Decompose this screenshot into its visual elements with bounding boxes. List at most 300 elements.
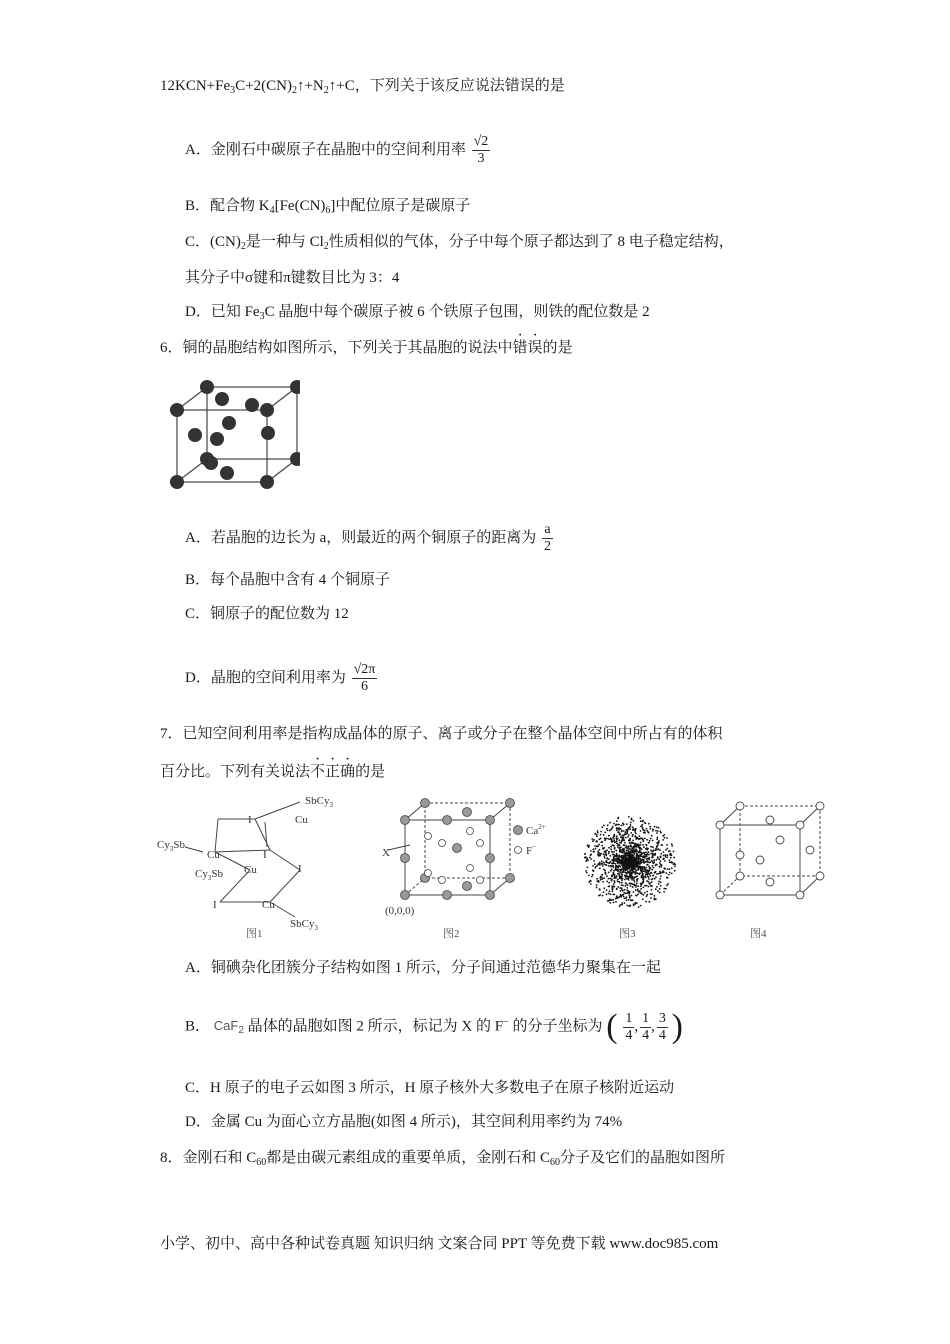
cloud-dot (639, 892, 641, 894)
cloud-dot (600, 853, 602, 855)
cloud-dot (634, 885, 636, 887)
cloud-dot (671, 873, 673, 875)
cloud-dot (656, 849, 658, 851)
cloud-dot (627, 884, 629, 886)
cloud-dot (647, 873, 649, 875)
q6-stem: 6．铜的晶胞结构如图所示，下列关于其晶胞的说法中错误的是 (160, 340, 573, 356)
q7-stem-line2: 百分比。下列有关说法不正确的是 (160, 764, 386, 780)
cloud-dot (585, 870, 587, 872)
cloud-dot (624, 858, 626, 860)
cloud-dot (666, 844, 668, 846)
cloud-dot (615, 869, 617, 871)
cloud-dot (628, 850, 630, 852)
cloud-dot (652, 861, 654, 863)
cloud-dot (597, 830, 599, 832)
cloud-dot (599, 868, 601, 870)
cloud-dot (649, 873, 651, 875)
cloud-dot (640, 883, 642, 885)
cloud-dot (639, 890, 641, 892)
cloud-dot (608, 882, 610, 884)
cloud-dot (629, 897, 631, 899)
cloud-dot (608, 865, 610, 867)
cloud-dot (659, 849, 661, 851)
cloud-dot (629, 867, 631, 869)
cloud-dot (615, 901, 617, 903)
cloud-dot (659, 892, 661, 894)
svg-text:Cu: Cu (244, 864, 257, 876)
figure-3-caption: 图3 (619, 928, 636, 940)
cloud-dot (611, 840, 613, 842)
cloud-dot (624, 842, 626, 844)
cloud-dot (598, 839, 600, 841)
cloud-dot (634, 867, 636, 869)
cloud-dot (618, 848, 620, 850)
svg-text:I: I (298, 863, 302, 875)
cloud-dot (600, 879, 602, 881)
cloud-dot (639, 861, 641, 863)
cloud-dot (636, 853, 638, 855)
cloud-dot (621, 840, 623, 842)
cloud-dot (609, 830, 611, 832)
cloud-dot (590, 858, 592, 860)
q8-stem: 8．金刚石和 $C_{60}$都是由碳元素组成的重要单质，金刚石和 $C_{60}$分子及它们的晶胞如图所 (160, 1150, 726, 1168)
svg-text:F−: F− (526, 843, 537, 857)
cloud-dot (658, 873, 660, 875)
cloud-dot (646, 864, 648, 866)
cloud-dot (659, 878, 661, 880)
cloud-dot (647, 861, 649, 863)
cloud-dot (621, 889, 623, 891)
cloud-dot (650, 846, 652, 848)
cloud-dot (608, 852, 610, 854)
cloud-dot (634, 831, 636, 833)
cloud-dot (642, 879, 644, 881)
cloud-dot (616, 875, 618, 877)
cloud-dot (620, 849, 622, 851)
cloud-dot (626, 866, 628, 868)
svg-text:Cy3Sb: $Cy_3Sb$ (195, 868, 223, 882)
cloud-dot (660, 832, 662, 834)
cloud-dot (643, 862, 645, 864)
cloud-dot (634, 873, 636, 875)
cloud-dot (613, 854, 615, 856)
cloud-dot (617, 870, 619, 872)
cloud-dot (611, 865, 613, 867)
cloud-dot (639, 874, 641, 876)
cloud-dot (646, 844, 648, 846)
cloud-dot (610, 893, 612, 895)
svg-text:Cy3Sb: $Cy_3Sb$ (157, 839, 185, 853)
cloud-dot (612, 899, 614, 901)
cloud-dot (643, 832, 645, 834)
cloud-dot (651, 869, 653, 871)
cloud-dot (669, 859, 671, 861)
cloud-dot (623, 863, 625, 865)
cloud-dot (619, 906, 621, 908)
cloud-dot (620, 836, 622, 838)
cloud-dot (616, 842, 618, 844)
cloud-dot (584, 857, 586, 859)
cloud-dot (658, 881, 660, 883)
cloud-dot (644, 892, 646, 894)
cloud-dot (632, 848, 634, 850)
cloud-dot (659, 871, 661, 873)
cloud-dot (640, 905, 642, 907)
cloud-dot (624, 898, 626, 900)
cloud-dot (639, 867, 641, 869)
cloud-dot (649, 883, 651, 885)
cloud-dot (663, 891, 665, 893)
cloud-dot (600, 841, 602, 843)
cloud-dot (592, 865, 594, 867)
cloud-dot (603, 853, 605, 855)
cloud-dot (604, 857, 606, 859)
cloud-dot (620, 842, 622, 844)
cloud-dot (606, 861, 608, 863)
cloud-dot (595, 866, 597, 868)
cloud-dot (626, 860, 628, 862)
cloud-dot (616, 835, 618, 837)
cloud-dot (635, 870, 637, 872)
cloud-dot (607, 838, 609, 840)
figure-4-caption: 图4 (750, 928, 767, 940)
cloud-dot (634, 835, 636, 837)
q5-option-b: B．配合物 $K_4[Fe(CN)_6]$中配位原子是碳原子 (185, 198, 471, 216)
cloud-dot (629, 838, 631, 840)
cloud-dot (609, 898, 611, 900)
cloud-dot (606, 875, 608, 877)
cloud-dot (651, 835, 653, 837)
cloud-dot (624, 844, 626, 846)
cloud-dot (637, 838, 639, 840)
cloud-dot (628, 905, 630, 907)
cloud-dot (599, 849, 601, 851)
cloud-dot (674, 870, 676, 872)
cloud-dot (629, 827, 631, 829)
cloud-dot (603, 891, 605, 893)
cloud-dot (603, 834, 605, 836)
cloud-dot (603, 887, 605, 889)
cloud-dot (635, 895, 637, 897)
cloud-dot (609, 902, 611, 904)
cloud-dot (625, 837, 627, 839)
cloud-dot (610, 870, 612, 872)
cloud-dot (667, 883, 669, 885)
cloud-dot (639, 838, 641, 840)
cloud-dot (606, 893, 608, 895)
cloud-dot (596, 884, 598, 886)
cloud-dot (665, 856, 667, 858)
figure-3-electron-cloud (580, 812, 680, 912)
cloud-dot (612, 826, 614, 828)
cloud-dot (641, 875, 643, 877)
cloud-dot (617, 867, 619, 869)
cloud-dot (601, 860, 603, 862)
cloud-dot (646, 861, 648, 863)
cloud-dot (587, 845, 589, 847)
cloud-dot (591, 838, 593, 840)
q5-option-c: C．$(CN)_2$是一种与 $Cl_2$性质相似的气体，分子中每个原子都达到了 8 电子稳定结构， (185, 234, 734, 252)
cloud-dot (639, 858, 641, 860)
fraction: $\frac{√2\pi}{6}$ (353, 662, 376, 694)
cloud-dot (663, 851, 665, 853)
cloud-dot (613, 902, 615, 904)
cloud-dot (644, 838, 646, 840)
cloud-dot (622, 858, 624, 860)
page-footer: 小学、初中、高中各种试卷真题 知识归纳 文案合同 PPT 等免费下载 www.doc985.com (160, 1236, 719, 1252)
cloud-dot (668, 874, 670, 876)
cloud-dot (646, 855, 648, 857)
cloud-dot (634, 903, 636, 905)
cloud-dot (635, 886, 637, 888)
cloud-dot (640, 817, 642, 819)
cloud-dot (645, 874, 647, 876)
cloud-dot (636, 875, 638, 877)
cloud-dot (654, 860, 656, 862)
cloud-dot (663, 855, 665, 857)
cloud-dot (643, 840, 645, 842)
cloud-dot (664, 860, 666, 862)
cloud-dot (673, 857, 675, 859)
cloud-dot (596, 835, 598, 837)
cloud-dot (656, 842, 658, 844)
figure-4-fcc-cell (710, 800, 835, 900)
cloud-dot (633, 846, 635, 848)
cloud-dot (611, 887, 613, 889)
cloud-dot (649, 840, 651, 842)
cloud-dot (610, 861, 612, 863)
cloud-dot (586, 872, 588, 874)
cloud-dot (613, 838, 615, 840)
cloud-dot (618, 839, 620, 841)
q7-option-b: B． CaF$_2$ 晶体的晶胞如图 2 所示，标记为 X 的 F− 的分子坐标为 ( $\frac{1}{4}$ , $\frac{1}{4}$ , $\frac{3}{4}$ ) (185, 1008, 683, 1045)
cloud-dot (638, 844, 640, 846)
cloud-dot (649, 875, 651, 877)
cloud-dot (621, 879, 623, 881)
cloud-dot (604, 832, 606, 834)
coord-z: $\frac{3}{4}$ (658, 1010, 666, 1043)
cloud-dot (666, 857, 668, 859)
cloud-dot (674, 866, 676, 868)
cloud-dot (669, 861, 671, 863)
cloud-dot (660, 885, 662, 887)
cloud-dot (665, 849, 667, 851)
cloud-dot (596, 887, 598, 889)
svg-text:I: I (263, 849, 267, 861)
cloud-dot (643, 870, 645, 872)
cloud-dot (626, 900, 628, 902)
cloud-dot (633, 842, 635, 844)
cloud-dot (648, 823, 650, 825)
cloud-dot (604, 855, 606, 857)
cloud-dot (617, 886, 619, 888)
cloud-dot (621, 882, 623, 884)
cloud-dot (625, 869, 627, 871)
cloud-dot (641, 826, 643, 828)
cloud-dot (616, 855, 618, 857)
cloud-dot (610, 878, 612, 880)
cloud-dot (650, 897, 652, 899)
cloud-dot (626, 849, 628, 851)
cloud-dot (596, 865, 598, 867)
cloud-dot (634, 862, 636, 864)
cloud-dot (665, 888, 667, 890)
cloud-dot (592, 840, 594, 842)
cloud-dot (655, 876, 657, 878)
cloud-dot (630, 851, 632, 853)
cloud-dot (656, 886, 658, 888)
cloud-dot (595, 848, 597, 850)
cloud-dot (657, 830, 659, 832)
cloud-dot (654, 899, 656, 901)
svg-text:Cu: Cu (295, 814, 308, 826)
cloud-dot (634, 829, 636, 831)
cloud-dot (618, 855, 620, 857)
cloud-dot (592, 848, 594, 850)
cloud-dot (587, 867, 589, 869)
cloud-dot (603, 877, 605, 879)
cloud-dot (651, 885, 653, 887)
cloud-dot (652, 846, 654, 848)
cloud-dot (620, 828, 622, 830)
cloud-dot (613, 877, 615, 879)
cloud-dot (649, 901, 651, 903)
cloud-dot (619, 834, 621, 836)
cloud-dot (629, 891, 631, 893)
cloud-dot (607, 829, 609, 831)
cloud-dot (613, 866, 615, 868)
cloud-dot (630, 866, 632, 868)
cloud-dot (622, 871, 624, 873)
q5-option-c-cont: 其分子中σ键和π键数目比为 3：4 (185, 270, 400, 286)
cloud-dot (635, 884, 637, 886)
cloud-dot (611, 851, 613, 853)
cloud-dot (602, 895, 604, 897)
cloud-dot (606, 838, 608, 840)
cloud-dot (627, 836, 629, 838)
cloud-dot (649, 861, 651, 863)
cloud-dot (622, 852, 624, 854)
cloud-dot (657, 845, 659, 847)
cloud-dot (666, 837, 668, 839)
q6-option-c: C．铜原子的配位数为 12 (185, 606, 349, 622)
cloud-dot (627, 858, 629, 860)
q7-stem-line1: 7．已知空间利用率是指构成晶体的原子、离子或分子在整个晶体空间中所占有的体积 (160, 726, 723, 742)
cloud-dot (669, 850, 671, 852)
cloud-dot (609, 822, 611, 824)
cloud-dot (616, 897, 618, 899)
cloud-dot (616, 895, 618, 897)
cloud-dot (651, 881, 653, 883)
cloud-dot (674, 864, 676, 866)
cloud-dot (613, 886, 615, 888)
cloud-dot (642, 882, 644, 884)
cloud-dot (621, 884, 623, 886)
cloud-dot (610, 848, 612, 850)
cloud-dot (665, 872, 667, 874)
cloud-dot (596, 841, 598, 843)
cloud-dot (652, 853, 654, 855)
cloud-dot (646, 895, 648, 897)
cloud-dot (593, 839, 595, 841)
cloud-dot (669, 868, 671, 870)
cloud-dot (587, 859, 589, 861)
cloud-dot (632, 826, 634, 828)
q5-option-d: D．已知 $Fe_3C$ 晶胞中每个碳原子被 6 个铁原子包围，则铁的配位数是 2 (185, 304, 650, 322)
cloud-dot (655, 849, 657, 851)
cloud-dot (648, 842, 650, 844)
cloud-dot (631, 868, 633, 870)
cloud-dot (600, 834, 602, 836)
fraction: $\frac{a}{2}$ (544, 522, 551, 554)
cloud-dot (636, 882, 638, 884)
cloud-dot (596, 878, 598, 880)
cloud-dot (644, 822, 646, 824)
figure-2-caption: 图2 (443, 928, 460, 940)
cloud-dot (630, 874, 632, 876)
cloud-dot (642, 873, 644, 875)
cloud-dot (605, 864, 607, 866)
cloud-dot (628, 839, 630, 841)
cloud-dot (656, 873, 658, 875)
cloud-dot (631, 851, 633, 853)
cloud-dot (642, 829, 644, 831)
cloud-dot (645, 867, 647, 869)
cloud-dot (660, 881, 662, 883)
cloud-dot (625, 893, 627, 895)
cloud-dot (637, 888, 639, 890)
fraction: $\frac{√2}{3}$ (473, 134, 489, 166)
cloud-dot (625, 829, 627, 831)
cloud-dot (591, 876, 593, 878)
cloud-dot (655, 830, 657, 832)
cloud-dot (666, 884, 668, 886)
cloud-dot (633, 828, 635, 830)
figure-1-caption: 图1 (246, 928, 263, 940)
cloud-dot (632, 886, 634, 888)
cloud-dot (598, 855, 600, 857)
cloud-dot (657, 837, 659, 839)
cloud-dot (608, 885, 610, 887)
cloud-dot (652, 854, 654, 856)
cloud-dot (646, 858, 648, 860)
cloud-dot (619, 896, 621, 898)
cloud-dot (606, 828, 608, 830)
cloud-dot (624, 871, 626, 873)
cloud-dot (633, 904, 635, 906)
figure-1-cu-i-cluster (155, 792, 355, 932)
cloud-dot (641, 824, 643, 826)
cloud-dot (628, 876, 630, 878)
cloud-dot (636, 860, 638, 862)
cloud-dot (616, 820, 618, 822)
cloud-dot (634, 850, 636, 852)
cloud-dot (649, 867, 651, 869)
cloud-dot (660, 875, 662, 877)
q5-stem: $12KCN+Fe_3C+2(CN)_2↑+N_2↑+C$，下列关于该反应说法错误的是 (160, 78, 565, 96)
cloud-dot (659, 888, 661, 890)
cloud-dot (645, 869, 647, 871)
cloud-dot (671, 843, 673, 845)
cloud-dot (622, 861, 624, 863)
cloud-dot (613, 870, 615, 872)
cloud-dot (620, 846, 622, 848)
cloud-dot (618, 875, 620, 877)
cloud-dot (603, 862, 605, 864)
q5-option-a: A．金刚石中碳原子在晶胞中的空间利用率 $\frac{√2}{3}$ (185, 134, 489, 166)
cloud-dot (630, 882, 632, 884)
cloud-dot (606, 889, 608, 891)
